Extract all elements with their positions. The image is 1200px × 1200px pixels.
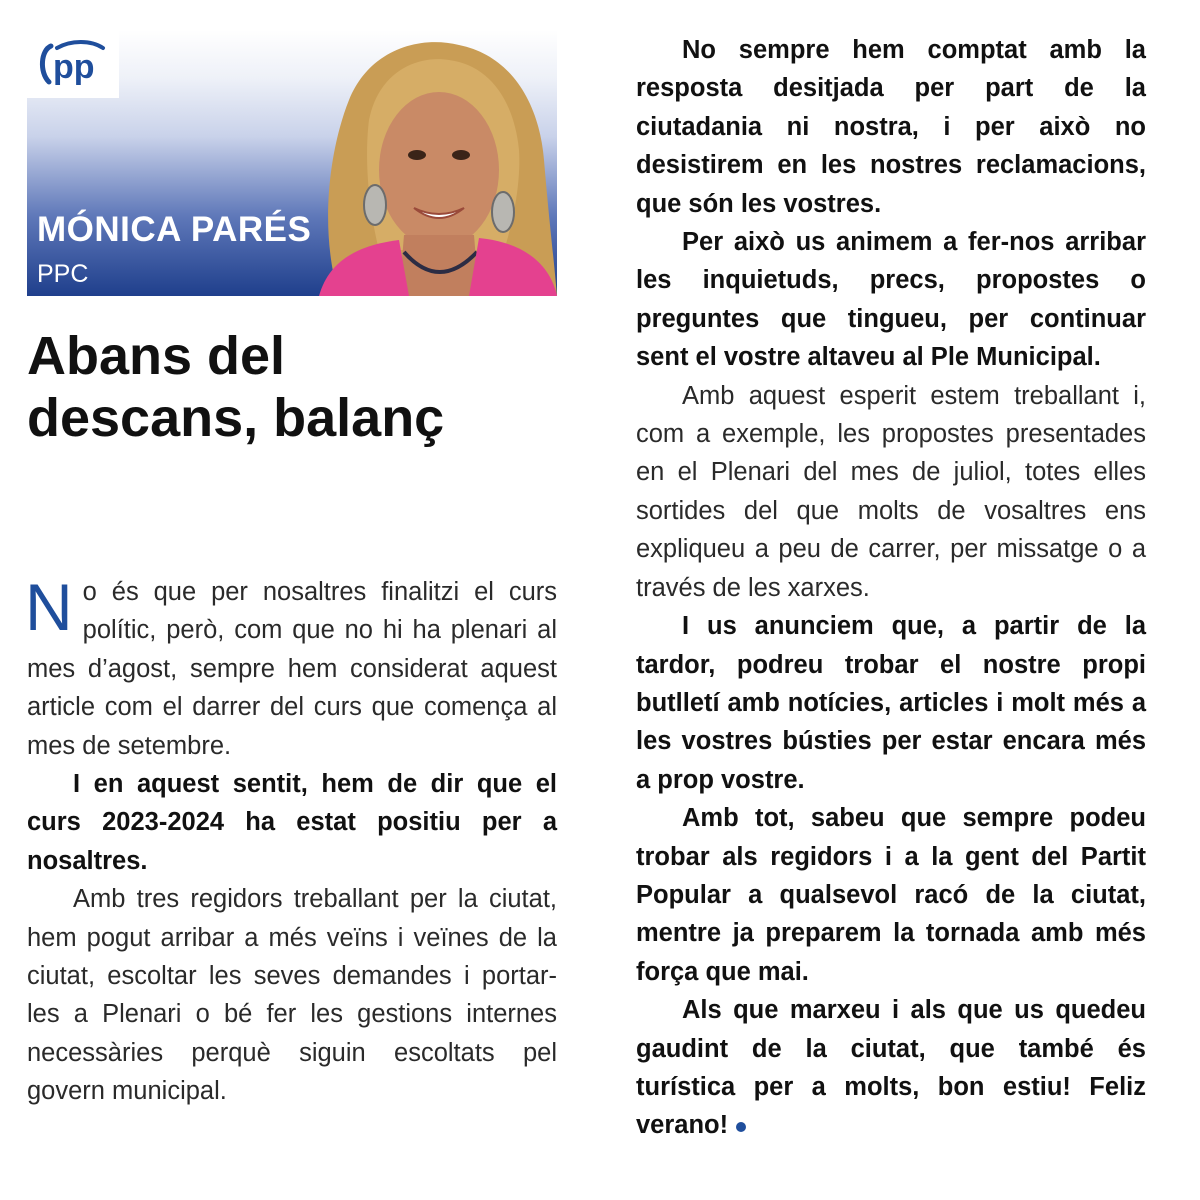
article-headline bbox=[27, 325, 567, 449]
paragraph-intro-text: o és que per nosaltres finalitzi el curs polític, però, com que no hi ha plenari al mes d’agost, sempre hem considerat aquest article com el darrer del curs que comença al mes de setembre. bbox=[27, 578, 557, 760]
headline-line-2: descans, balanç bbox=[27, 388, 445, 448]
paragraph-closing bbox=[636, 991, 1146, 1145]
author-party: PPC bbox=[37, 260, 89, 288]
paragraph-councillors: Amb tot, sabeu que sempre podeu trobar als regidors i a la gent del Partit Popular a qualsevol racó de la ciutat, mentre ja preparem la tornada amb més força que mai. bbox=[636, 804, 1146, 986]
author-banner bbox=[27, 30, 557, 296]
pp-logo-icon bbox=[37, 40, 111, 88]
author-name: MÓNICA PARÉS bbox=[37, 210, 312, 249]
closing-text: Als que marxeu i als que us quedeu gaudint de la ciutat, que també és turística per a molts, bon estiu! Feliz verano! bbox=[636, 996, 1146, 1140]
paragraph-proposals: Amb aquest esperit estem treballant i, com a exemple, les propostes presentades en el Plenari del mes de juliol, totes elles sortides del que molts de vosaltres ens expliqueu a peu de carrer, per missatge o a través de les xarxes. bbox=[636, 381, 1146, 602]
paragraph-three-councillors: Amb tres regidors treballant per la ciutat, hem pogut arribar a més veïns i veïnes de la ciutat, escoltar les seves demandes i portar-les a Plenari o bé fer les gestions internes necessàries perquè siguin escoltats pel govern municipal. bbox=[27, 885, 557, 1106]
paragraph-positive-course: I en aquest sentit, hem de dir que el curs 2023-2024 ha estat positiu per a nosaltres. bbox=[27, 770, 557, 875]
drop-cap: N bbox=[25, 570, 73, 644]
article-column-left bbox=[25, 570, 557, 1111]
party-logo-box bbox=[27, 30, 119, 98]
paragraph-intro bbox=[25, 570, 557, 765]
author-portrait bbox=[299, 30, 557, 296]
headline-line-1: Abans del bbox=[27, 326, 286, 386]
svg-text:pp: pp bbox=[53, 48, 95, 86]
end-mark-icon bbox=[736, 1122, 746, 1132]
paragraph-encourage: Per això us animem a fer-nos arribar les inquietuds, precs, propostes o preguntes que tingueu, per continuar sent el vostre altaveu al Ple Municipal. bbox=[636, 228, 1146, 372]
paragraph-response: No sempre hem comptat amb la resposta desitjada per part de la ciutadania ni nostra, i per això no desistirem en les nostres reclamacions, que són les vostres. bbox=[636, 36, 1146, 218]
paragraph-newsletter: I us anunciem que, a partir de la tardor, podreu trobar el nostre propi butlletí amb notícies, articles i molt més a les vostres bústies per estar encara més a prop vostre. bbox=[636, 612, 1146, 794]
article-column-right bbox=[636, 31, 1146, 1145]
